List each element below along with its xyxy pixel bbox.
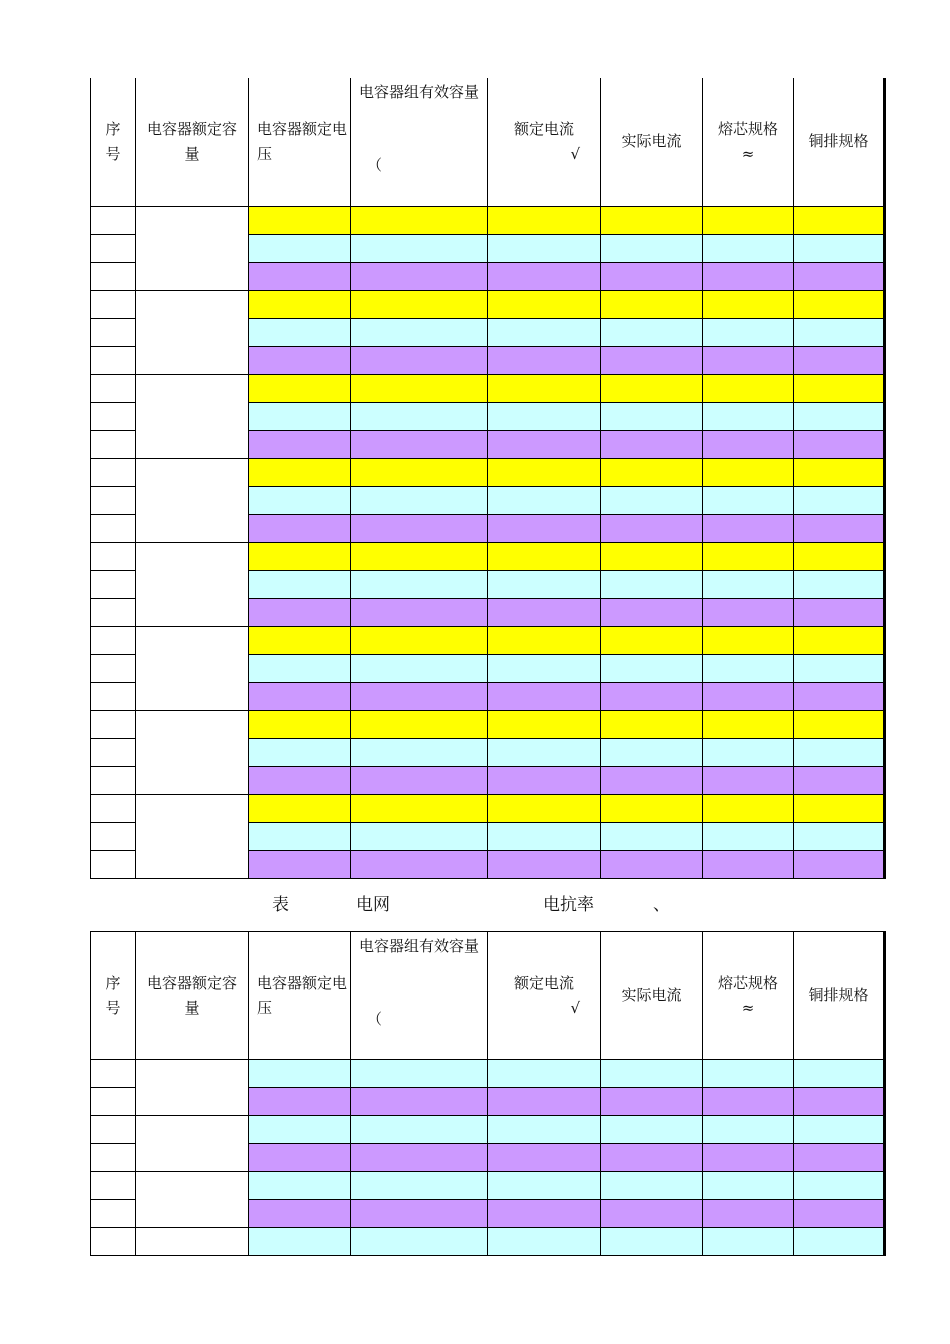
cell-capacity: [136, 542, 249, 626]
table-row: [91, 1060, 885, 1088]
colored-cell: [488, 1060, 601, 1088]
colored-cell: [703, 1172, 794, 1200]
colored-cell: [249, 822, 351, 850]
colored-cell: [351, 1060, 488, 1088]
colored-cell: [703, 654, 794, 682]
colored-cell: [249, 1228, 351, 1256]
header-capacity: 电容器额定容量: [136, 78, 249, 206]
colored-cell: [794, 1060, 885, 1088]
colored-cell: [351, 206, 488, 234]
colored-cell: [601, 430, 703, 458]
cell-index: [91, 486, 136, 514]
colored-cell: [249, 430, 351, 458]
colored-cell: [249, 1088, 351, 1116]
colored-cell: [488, 1088, 601, 1116]
colored-cell: [703, 822, 794, 850]
colored-cell: [794, 822, 885, 850]
colored-cell: [488, 822, 601, 850]
colored-cell: [249, 1144, 351, 1172]
colored-cell: [601, 570, 703, 598]
colored-cell: [488, 262, 601, 290]
colored-cell: [794, 458, 885, 486]
colored-cell: [601, 514, 703, 542]
colored-cell: [703, 486, 794, 514]
colored-cell: [703, 290, 794, 318]
colored-cell: [249, 290, 351, 318]
colored-cell: [249, 234, 351, 262]
colored-cell: [249, 766, 351, 794]
cell-capacity: [136, 1228, 249, 1256]
colored-cell: [249, 346, 351, 374]
colored-cell: [488, 794, 601, 822]
colored-cell: [794, 626, 885, 654]
colored-cell: [488, 766, 601, 794]
colored-cell: [703, 598, 794, 626]
colored-cell: [794, 430, 885, 458]
table-row: [91, 1116, 885, 1144]
cell-index: [91, 570, 136, 598]
colored-cell: [249, 402, 351, 430]
cell-capacity: [136, 710, 249, 794]
colored-cell: [351, 570, 488, 598]
colored-cell: [249, 850, 351, 878]
colored-cell: [703, 514, 794, 542]
table-row: [91, 1228, 885, 1256]
colored-cell: [703, 794, 794, 822]
header-effective-capacity: 电容器组有效容量 （: [351, 78, 488, 206]
colored-cell: [794, 794, 885, 822]
colored-cell: [601, 402, 703, 430]
colored-cell: [794, 318, 885, 346]
header-rated-current: 额定电流 √: [488, 932, 601, 1060]
cell-capacity: [136, 458, 249, 542]
colored-cell: [249, 318, 351, 346]
colored-cell: [601, 1200, 703, 1228]
colored-cell: [794, 654, 885, 682]
colored-cell: [488, 570, 601, 598]
colored-cell: [601, 318, 703, 346]
colored-cell: [703, 374, 794, 402]
colored-cell: [794, 262, 885, 290]
colored-cell: [249, 1172, 351, 1200]
caption-grid: 电网: [356, 895, 390, 915]
cell-index: [91, 766, 136, 794]
colored-cell: [351, 234, 488, 262]
colored-cell: [703, 206, 794, 234]
cell-index: [91, 1172, 136, 1200]
colored-cell: [351, 346, 488, 374]
header-index: 序号: [91, 78, 136, 206]
colored-cell: [351, 486, 488, 514]
colored-cell: [703, 1060, 794, 1088]
cell-index: [91, 738, 136, 766]
colored-cell: [601, 1116, 703, 1144]
colored-cell: [703, 1144, 794, 1172]
colored-cell: [794, 486, 885, 514]
colored-cell: [351, 290, 488, 318]
colored-cell: [601, 458, 703, 486]
colored-cell: [794, 1200, 885, 1228]
colored-cell: [601, 290, 703, 318]
colored-cell: [601, 346, 703, 374]
cell-index: [91, 850, 136, 878]
colored-cell: [794, 402, 885, 430]
colored-cell: [601, 766, 703, 794]
colored-cell: [351, 1228, 488, 1256]
cell-index: [91, 1200, 136, 1228]
colored-cell: [794, 1088, 885, 1116]
colored-cell: [351, 766, 488, 794]
colored-cell: [351, 1144, 488, 1172]
colored-cell: [601, 822, 703, 850]
colored-cell: [794, 1172, 885, 1200]
cell-index: [91, 598, 136, 626]
colored-cell: [601, 234, 703, 262]
colored-cell: [351, 794, 488, 822]
colored-cell: [601, 486, 703, 514]
colored-cell: [703, 346, 794, 374]
table-row: [91, 1172, 885, 1200]
colored-cell: [601, 1060, 703, 1088]
table-row: [91, 206, 885, 234]
colored-cell: [601, 374, 703, 402]
table-header-row: [91, 78, 885, 206]
colored-cell: [601, 850, 703, 878]
colored-cell: [488, 1172, 601, 1200]
colored-cell: [351, 1088, 488, 1116]
cell-index: [91, 1228, 136, 1256]
colored-cell: [488, 1116, 601, 1144]
colored-cell: [601, 1088, 703, 1116]
cell-index: [91, 402, 136, 430]
table-row: [91, 710, 885, 738]
colored-cell: [488, 318, 601, 346]
table-row: [91, 794, 885, 822]
table-2-body: [91, 1060, 885, 1256]
header-effective-capacity: 电容器组有效容量 （: [351, 932, 488, 1060]
cell-index: [91, 374, 136, 402]
caption-separator: 、: [653, 895, 670, 915]
cell-index: [91, 234, 136, 262]
colored-cell: [249, 514, 351, 542]
capacitor-table-1: [90, 78, 886, 879]
table-row: [91, 542, 885, 570]
colored-cell: [794, 1116, 885, 1144]
cell-index: [91, 626, 136, 654]
colored-cell: [351, 682, 488, 710]
colored-cell: [249, 1200, 351, 1228]
colored-cell: [351, 458, 488, 486]
colored-cell: [703, 1228, 794, 1256]
colored-cell: [703, 234, 794, 262]
colored-cell: [351, 1200, 488, 1228]
cell-index: [91, 654, 136, 682]
colored-cell: [249, 1116, 351, 1144]
colored-cell: [601, 262, 703, 290]
colored-cell: [794, 850, 885, 878]
colored-cell: [794, 514, 885, 542]
cell-capacity: [136, 290, 249, 374]
colored-cell: [488, 346, 601, 374]
header-voltage: 电容器额定电压: [249, 78, 351, 206]
colored-cell: [488, 402, 601, 430]
colored-cell: [703, 262, 794, 290]
colored-cell: [351, 626, 488, 654]
header-actual-current: 实际电流: [601, 932, 703, 1060]
cell-index: [91, 1116, 136, 1144]
colored-cell: [249, 626, 351, 654]
header-fuse: 熔芯规格 ≈: [703, 78, 794, 206]
colored-cell: [601, 794, 703, 822]
colored-cell: [351, 1116, 488, 1144]
cell-index: [91, 1144, 136, 1172]
cell-index: [91, 1060, 136, 1088]
colored-cell: [703, 850, 794, 878]
colored-cell: [488, 430, 601, 458]
colored-cell: [794, 682, 885, 710]
table-1-body: [91, 206, 885, 878]
colored-cell: [703, 710, 794, 738]
colored-cell: [351, 710, 488, 738]
colored-cell: [488, 374, 601, 402]
colored-cell: [351, 542, 488, 570]
colored-cell: [488, 626, 601, 654]
colored-cell: [351, 262, 488, 290]
colored-cell: [703, 766, 794, 794]
colored-cell: [488, 1144, 601, 1172]
cell-capacity: [136, 794, 249, 878]
colored-cell: [601, 654, 703, 682]
colored-cell: [601, 626, 703, 654]
colored-cell: [488, 1200, 601, 1228]
cell-index: [91, 794, 136, 822]
colored-cell: [249, 542, 351, 570]
colored-cell: [794, 1228, 885, 1256]
cell-index: [91, 206, 136, 234]
cell-capacity: [136, 626, 249, 710]
colored-cell: [794, 206, 885, 234]
colored-cell: [249, 486, 351, 514]
colored-cell: [794, 598, 885, 626]
colored-cell: [249, 710, 351, 738]
capacitor-table-2: [90, 931, 886, 1256]
header-copper: 铜排规格: [794, 78, 885, 206]
colored-cell: [351, 374, 488, 402]
cell-capacity: [136, 206, 249, 290]
caption-reactance-rate: 电抗率: [543, 895, 594, 915]
cell-index: [91, 682, 136, 710]
colored-cell: [794, 542, 885, 570]
header-index: 序号: [91, 932, 136, 1060]
colored-cell: [601, 1228, 703, 1256]
colored-cell: [794, 1144, 885, 1172]
colored-cell: [249, 682, 351, 710]
header-capacity: 电容器额定容量: [136, 932, 249, 1060]
cell-index: [91, 514, 136, 542]
colored-cell: [488, 850, 601, 878]
colored-cell: [794, 738, 885, 766]
colored-cell: [703, 626, 794, 654]
header-copper: 铜排规格: [794, 932, 885, 1060]
colored-cell: [351, 822, 488, 850]
colored-cell: [703, 1116, 794, 1144]
colored-cell: [488, 682, 601, 710]
colored-cell: [249, 794, 351, 822]
colored-cell: [351, 318, 488, 346]
table-row: [91, 374, 885, 402]
colored-cell: [488, 542, 601, 570]
cell-capacity: [136, 374, 249, 458]
cell-index: [91, 262, 136, 290]
colored-cell: [488, 458, 601, 486]
colored-cell: [488, 654, 601, 682]
colored-cell: [794, 570, 885, 598]
colored-cell: [703, 738, 794, 766]
cell-index: [91, 542, 136, 570]
table-row: [91, 290, 885, 318]
colored-cell: [351, 430, 488, 458]
colored-cell: [703, 1200, 794, 1228]
colored-cell: [351, 514, 488, 542]
colored-cell: [703, 458, 794, 486]
colored-cell: [488, 234, 601, 262]
cell-index: [91, 710, 136, 738]
colored-cell: [249, 262, 351, 290]
colored-cell: [249, 374, 351, 402]
cell-capacity: [136, 1116, 249, 1172]
colored-cell: [601, 738, 703, 766]
colored-cell: [794, 346, 885, 374]
cell-index: [91, 346, 136, 374]
colored-cell: [703, 430, 794, 458]
colored-cell: [794, 710, 885, 738]
colored-cell: [601, 206, 703, 234]
colored-cell: [488, 738, 601, 766]
colored-cell: [601, 682, 703, 710]
colored-cell: [794, 766, 885, 794]
cell-index: [91, 1088, 136, 1116]
caption-table: 表: [272, 895, 289, 915]
colored-cell: [703, 318, 794, 346]
cell-index: [91, 458, 136, 486]
colored-cell: [351, 654, 488, 682]
colored-cell: [703, 682, 794, 710]
colored-cell: [794, 234, 885, 262]
colored-cell: [351, 850, 488, 878]
colored-cell: [703, 542, 794, 570]
table-row: [91, 458, 885, 486]
cell-index: [91, 430, 136, 458]
colored-cell: [488, 206, 601, 234]
cell-index: [91, 318, 136, 346]
colored-cell: [703, 402, 794, 430]
header-rated-current: 额定电流 √: [488, 78, 601, 206]
table-row: [91, 626, 885, 654]
colored-cell: [249, 738, 351, 766]
colored-cell: [601, 710, 703, 738]
colored-cell: [249, 598, 351, 626]
header-fuse: 熔芯规格 ≈: [703, 932, 794, 1060]
colored-cell: [488, 598, 601, 626]
cell-index: [91, 822, 136, 850]
colored-cell: [351, 1172, 488, 1200]
table-header-row: [91, 932, 885, 1060]
colored-cell: [351, 738, 488, 766]
colored-cell: [601, 542, 703, 570]
colored-cell: [249, 654, 351, 682]
colored-cell: [601, 598, 703, 626]
colored-cell: [249, 570, 351, 598]
cell-index: [91, 290, 136, 318]
colored-cell: [351, 598, 488, 626]
header-voltage: 电容器额定电压: [249, 932, 351, 1060]
colored-cell: [794, 374, 885, 402]
colored-cell: [488, 1228, 601, 1256]
header-actual-current: 实际电流: [601, 78, 703, 206]
colored-cell: [703, 570, 794, 598]
colored-cell: [249, 1060, 351, 1088]
colored-cell: [601, 1144, 703, 1172]
cell-capacity: [136, 1172, 249, 1228]
colored-cell: [249, 458, 351, 486]
colored-cell: [703, 1088, 794, 1116]
colored-cell: [794, 290, 885, 318]
colored-cell: [488, 486, 601, 514]
colored-cell: [488, 710, 601, 738]
colored-cell: [249, 206, 351, 234]
colored-cell: [601, 1172, 703, 1200]
colored-cell: [488, 290, 601, 318]
cell-capacity: [136, 1060, 249, 1116]
colored-cell: [351, 402, 488, 430]
colored-cell: [488, 514, 601, 542]
